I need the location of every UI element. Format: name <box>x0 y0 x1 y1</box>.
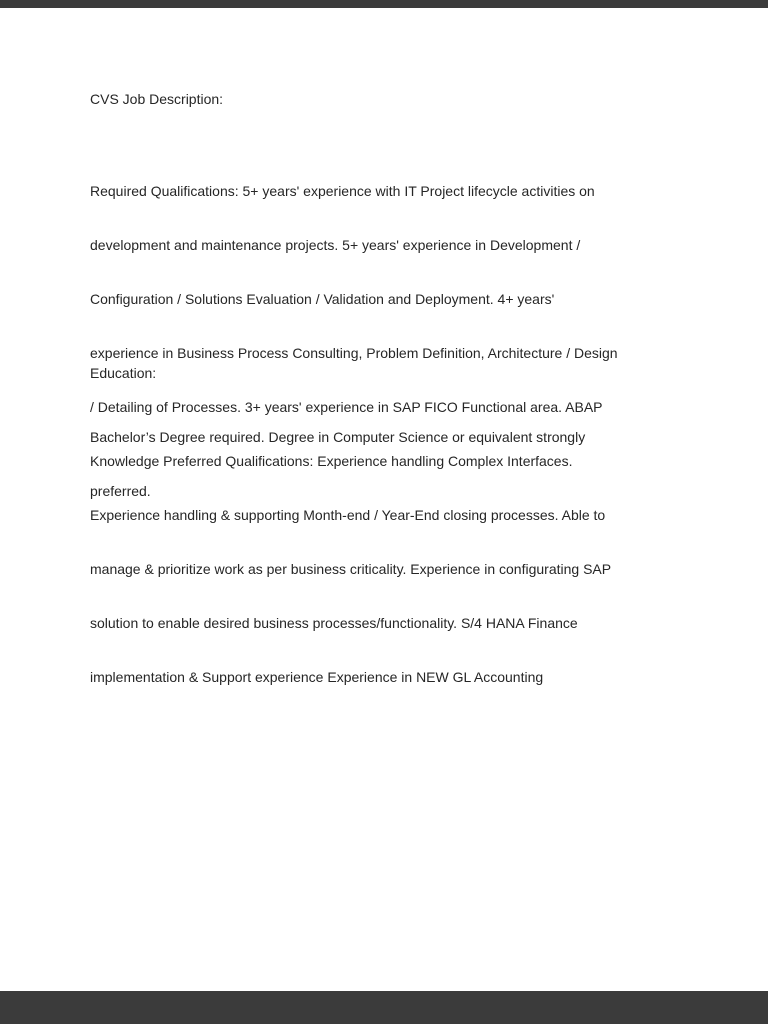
text-line: solution to enable desired business processes/functionality. S/4 HANA Finance <box>90 615 578 631</box>
text-line: preferred. <box>90 483 151 499</box>
bottom-letterbox-bar <box>0 991 768 1024</box>
text-line: Required Qualifications: 5+ years' experience with IT Project lifecycle activities on <box>90 183 595 199</box>
text-line: Configuration / Solutions Evaluation / Validation and Deployment. 4+ years' <box>90 291 555 307</box>
text-line: experience in Business Process Consulting, Problem Definition, Architecture / Design <box>90 345 618 361</box>
education-paragraph <box>90 392 585 536</box>
text-line: Knowledge Preferred Qualifications: Experience handling Complex Interfaces. <box>90 453 573 469</box>
top-letterbox-bar <box>0 0 768 8</box>
text-line: implementation & Support experience Experience in NEW GL Accounting <box>90 669 544 685</box>
text-line: / Detailing of Processes. 3+ years' experience in SAP FICO Functional area. ABAP <box>90 399 603 415</box>
document-title: CVS Job Description: <box>90 91 224 107</box>
text-line: manage & prioritize work as per business criticality. Experience in configurating SAP <box>90 561 612 577</box>
text-line: Bachelor’s Degree required. Degree in Computer Science or equivalent strongly <box>90 429 586 445</box>
education-heading: Education: <box>90 365 157 381</box>
text-line: Experience handling & supporting Month-end / Year-End closing processes. Able to <box>90 507 606 523</box>
text-line: development and maintenance projects. 5+ years' experience in Development / <box>90 237 581 253</box>
document-page <box>0 8 768 991</box>
